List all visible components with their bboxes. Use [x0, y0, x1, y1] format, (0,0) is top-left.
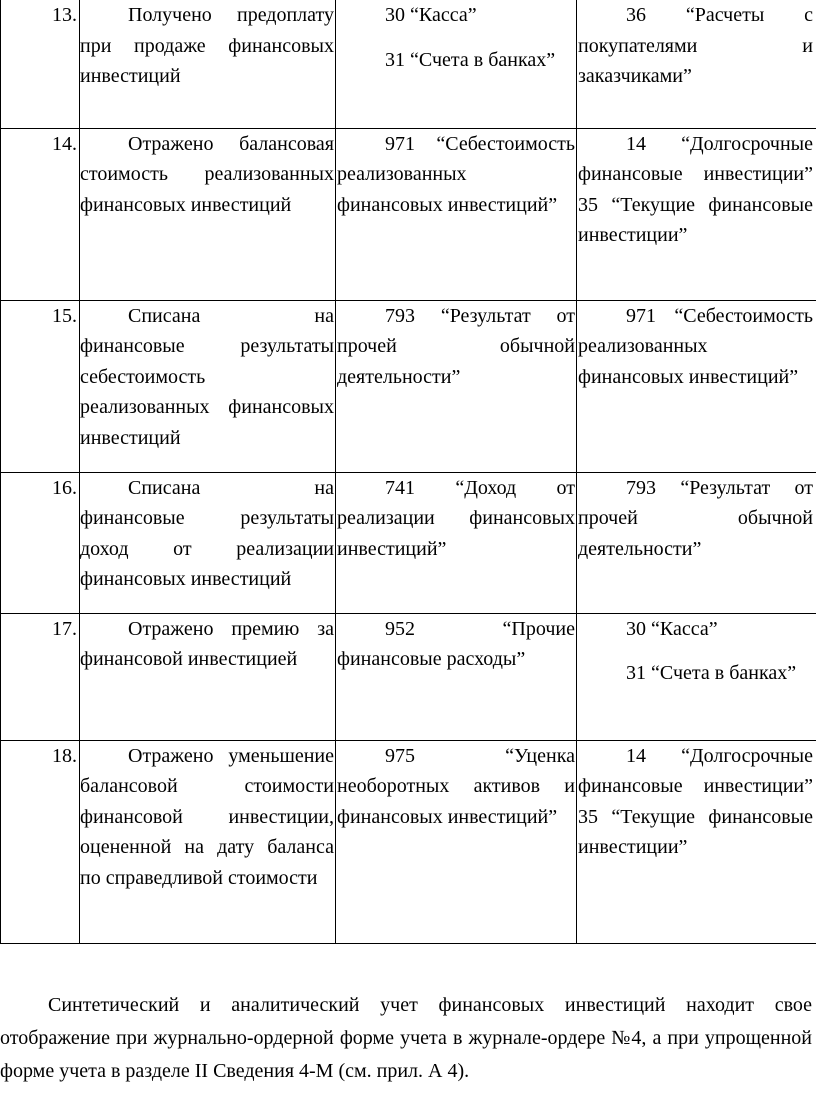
credit-account: 793 “Результат от прочей обычной деятельности” — [577, 472, 816, 613]
operation-description: Получено предоплату при продаже финансовых инвестиций — [80, 0, 336, 128]
credit-account: 30 “Касса” 31 “Счета в банках” — [577, 613, 816, 740]
row-number: 15. — [1, 300, 80, 472]
operation-description: Списана на финансовые результаты себестоимость реализованных финансовых инвестиций — [80, 300, 336, 472]
table-row — [1, 0, 816, 128]
credit-account: 14 “Долгосрочные финансовые инвестиции” 35 “Текущие финансовые инвестиции” — [577, 740, 816, 943]
row-number: 14. — [1, 128, 80, 300]
table-row — [1, 472, 816, 613]
table-row — [1, 613, 816, 740]
operation-description: Отражено уменьшение балансовой стоимости финансовой инвестиции, оцененной на дату баланса по справедливой стоимости — [80, 740, 336, 943]
debit-account: 793 “Результат от прочей обычной деятельности” — [336, 300, 577, 472]
debit-account: 975 “Уценка необоротных активов и финансовых инвестиций” — [336, 740, 577, 943]
debit-account: 971 “Себестоимость реализованных финансовых инвестиций” — [336, 128, 577, 300]
table-row — [1, 740, 816, 943]
body-paragraph: Синтетический и аналитический учет финансовых инвестиций находит свое отображение при журнально-ордерной форме учета в журнале-ордере №4, а при упрощенной форме учета в разделе II Сведения 4-М (см. прил. А 4). — [0, 994, 812, 1082]
credit-account: 36 “Расчеты с покупателями и заказчиками” — [577, 0, 816, 128]
operation-description: Отражено балансовая стоимость реализованных финансовых инвестиций — [80, 128, 336, 300]
operation-description: Списана на финансовые результаты доход от реализации финансовых инвестиций — [80, 472, 336, 613]
table-row — [1, 300, 816, 472]
row-number: 16. — [1, 472, 80, 613]
credit-account: 14 “Долгосрочные финансовые инвестиции” 35 “Текущие финансовые инвестиции” — [577, 128, 816, 300]
row-number: 17. — [1, 613, 80, 740]
debit-account: 741 “Доход от реализации финансовых инвестиций” — [336, 472, 577, 613]
debit-account: 952 “Прочие финансовые расходы” — [336, 613, 577, 740]
operation-description: Отражено премию за финансовой инвестицией — [80, 613, 336, 740]
credit-account: 971 “Себестоимость реализованных финансовых инвестиций” — [577, 300, 816, 472]
row-number: 18. — [1, 740, 80, 943]
row-number: 13. — [1, 0, 80, 128]
debit-account: 30 “Касса” 31 “Счета в банках” — [336, 0, 577, 128]
table-row — [1, 128, 816, 300]
